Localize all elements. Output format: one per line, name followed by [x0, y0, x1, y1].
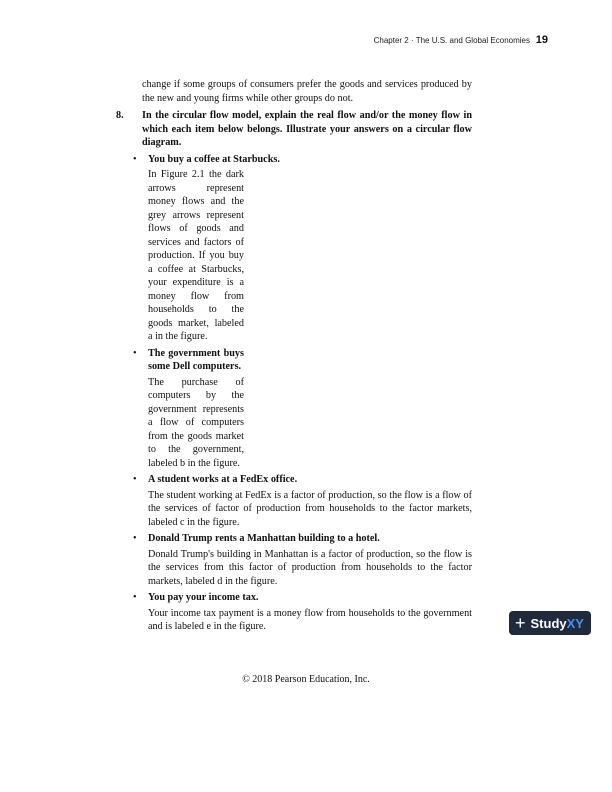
- bullet-icon: •: [133, 474, 137, 485]
- studyxy-badge[interactable]: [509, 611, 591, 635]
- page-content: [116, 78, 472, 634]
- item-answer: The purchase of computers by the government represents a flow of computers from the goods market to the government, labeled b in the figure.: [148, 376, 244, 469]
- item-title: You buy a coffee at Starbucks.: [148, 153, 280, 165]
- item-answer: The student working at FedEx is a factor of production, so the flow is a flow of the services of factor of production from households to the factor markets, labeled c in the figure.: [148, 489, 472, 528]
- running-head: Chapter 2 · The U.S. and Global Economies: [373, 36, 530, 45]
- list-item: [116, 532, 472, 588]
- list-item: [116, 153, 472, 344]
- question-number: 8.: [116, 110, 124, 121]
- plus-icon: +: [515, 613, 526, 633]
- continuation-paragraph: change if some groups of consumers prefer the goods and services produced by the new and young firms while other groups do not.: [142, 79, 472, 104]
- item-title: A student works at a FedEx office.: [148, 474, 298, 485]
- brand-name: Study: [530, 615, 567, 631]
- bullet-icon: •: [133, 533, 137, 544]
- item-title: The government buys some Dell computers.: [148, 347, 244, 372]
- item-answer: Your income tax payment is a money flow from households to the government and is labeled e in the figure.: [148, 607, 472, 632]
- list-item: [116, 347, 472, 471]
- item-answer: Donald Trump's building in Manhattan is a factor of production, so the flow is the services from this factor of production from households to the factor markets, labeled d in the figure.: [148, 548, 472, 587]
- bullet-icon: •: [133, 347, 137, 359]
- list-item: [116, 591, 472, 634]
- list-item: [116, 473, 472, 529]
- bullet-icon: •: [133, 153, 137, 165]
- bullet-icon: •: [133, 592, 137, 603]
- page-header: [0, 34, 612, 48]
- copyright-footer: © 2018 Pearson Education, Inc.: [242, 674, 370, 685]
- item-title: You pay your income tax.: [148, 592, 259, 603]
- page-number: 19: [535, 34, 548, 46]
- question-text: In the circular flow model, explain the real flow and/or the money flow in which each item below belongs. Illustrate your answers on a circular flow diagram.: [142, 110, 472, 148]
- brand-accent: XY: [566, 615, 584, 631]
- item-title: Donald Trump rents a Manhattan building to a hotel.: [148, 533, 380, 544]
- item-answer: In Figure 2.1 the dark arrows represent money flows and the grey arrows represent flows of goods and services and factors of production. If you buy a coffee at Starbucks, your expenditure is a money flow from households to the goods market, labeled a in the figure.: [148, 169, 244, 342]
- question-8: [116, 109, 472, 150]
